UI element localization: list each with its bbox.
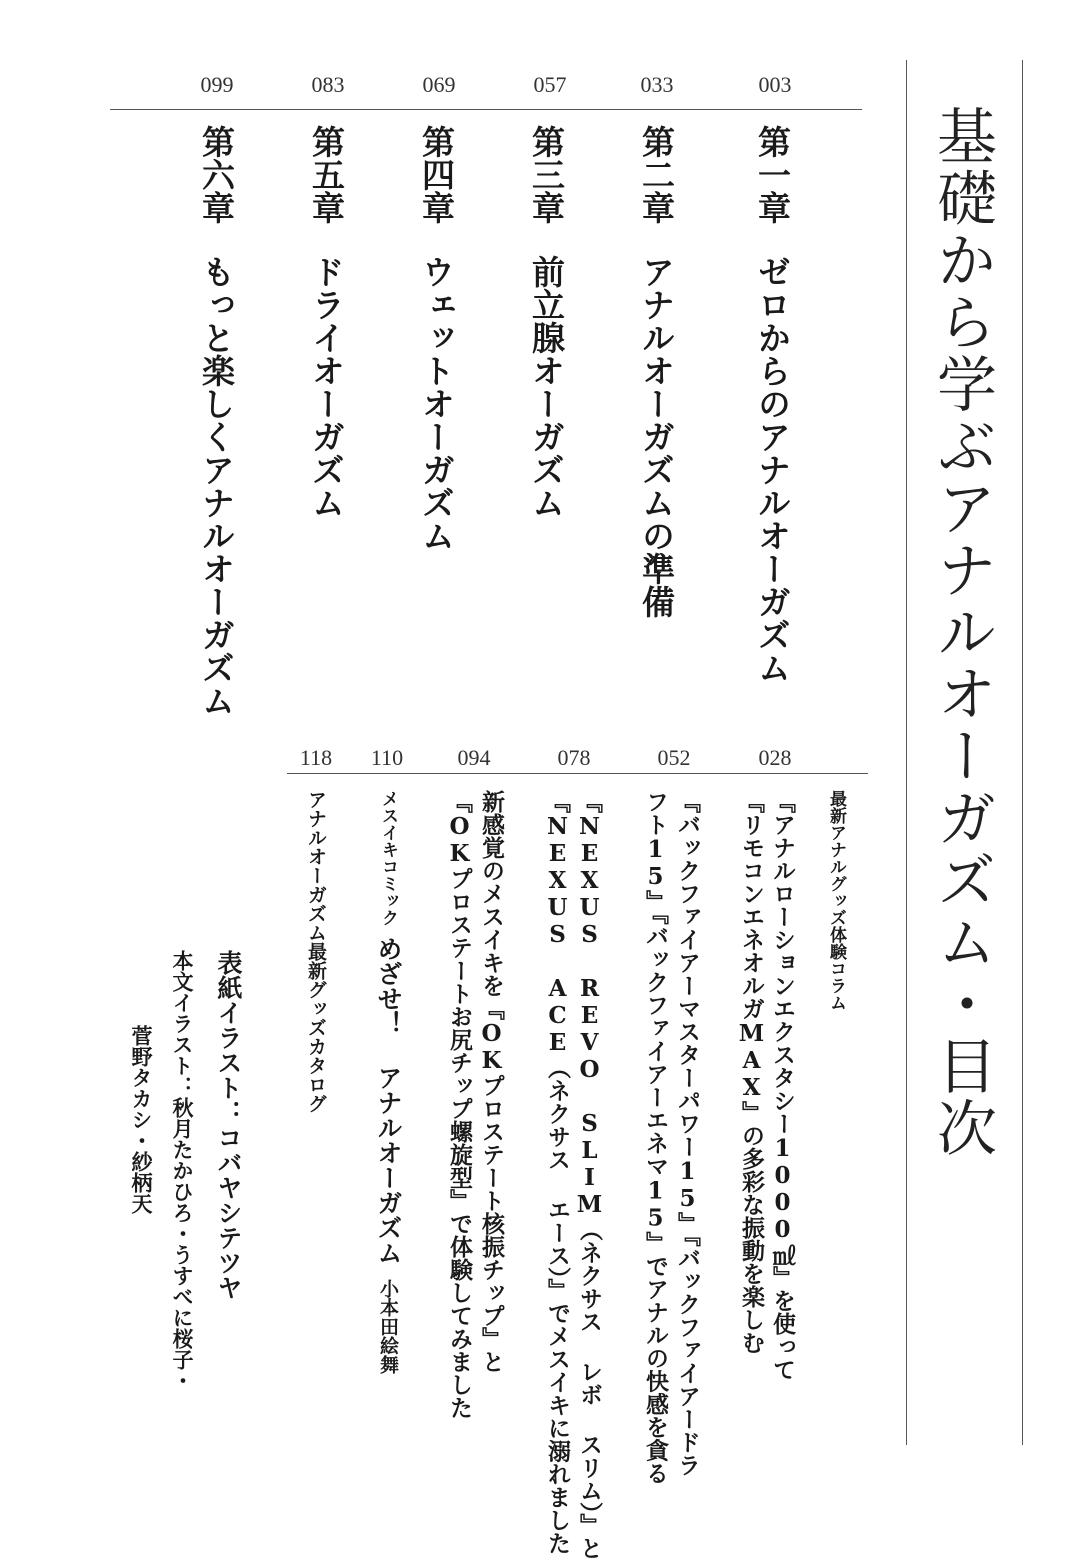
body-credit-line1: 本文イラスト：秋月たかひろ・うすべに桜子・ [170,950,195,1391]
column-page-number: 094 [457,745,491,770]
catalog-page-number: 118 [299,745,333,770]
column-line: 新感覚のメスイキを『OKプロステート核振チップ』と [478,790,505,1373]
chapter-page-number: 057 [533,72,567,97]
chapter-label: 第六章 [197,125,236,224]
columns-divider [287,773,868,774]
cover-credit: 表紙イラスト：コバヤシテツヤ [214,950,243,1300]
chapters-divider [110,109,862,110]
chapter-page-number: 069 [422,72,456,97]
chapter-label: 第三章 [527,125,566,224]
column-page-number: 052 [657,745,691,770]
chapter-title: 前立腺オーガズム [527,255,566,519]
comic-page-number: 110 [370,745,404,770]
comic-prefix: メスイキコミック [378,790,398,926]
title-border-right [1022,60,1023,1445]
chapter-label: 第四章 [417,125,456,224]
comic-title: めざせ！ アナルオーガズム [374,936,403,1265]
column-line: 『バックファイアーマスターパワー15』『バックファイアードラ [674,790,701,1477]
column-line: フト15』『バックファイアーエネマ15』でアナルの快感を貪る [642,790,669,1485]
comic-author: 小本田絵舞 [377,1279,399,1374]
chapter-label: 第一章 [753,125,792,224]
column-line: 『NEXUS ACE（ネクサス エース）』でメスイキに溺れました [544,790,571,1555]
column-line: 『OKプロステートお尻チップ螺旋型』で体験してみました [446,790,473,1419]
body-credit-line2: 菅野タカシ・紗柄天 [129,1025,154,1214]
column-line: 『NEXUS REVO SLIM（ネクサス レボ スリム）』と [576,790,603,1560]
chapter-page-number: 083 [311,72,345,97]
page-title: 基礎から学ぶアナルオーガズム・目次 [927,105,997,1159]
title-border-left [906,60,907,1445]
chapter-label: 第五章 [307,125,346,224]
chapter-title: ドライオーガズム [307,255,346,519]
column-page-number: 078 [557,745,591,770]
chapter-page-number: 033 [640,72,674,97]
catalog-title: アナルオーガズム最新グッズカタログ [305,790,327,1113]
comic-entry [376,790,401,1374]
column-header: 最新アナルグッズ体験コラム [826,790,846,1011]
chapter-title: アナルオーガズムの準備 [637,255,676,618]
chapter-page-number: 099 [200,72,234,97]
column-line: 『リモコンエネオルガMAX』の多彩な振動を楽しむ [738,790,765,1354]
column-line: 『アナルローションエクスタシー1000㎖』を使って [769,790,796,1381]
chapter-title: ウェットオーガズム [417,255,456,552]
column-page-number: 028 [758,745,792,770]
chapter-title: ゼロからのアナルオーガズム [753,255,792,684]
chapter-title: もっと楽しくアナルオーガズム [197,255,236,717]
chapter-page-number: 003 [758,72,792,97]
chapter-label: 第二章 [637,125,676,224]
